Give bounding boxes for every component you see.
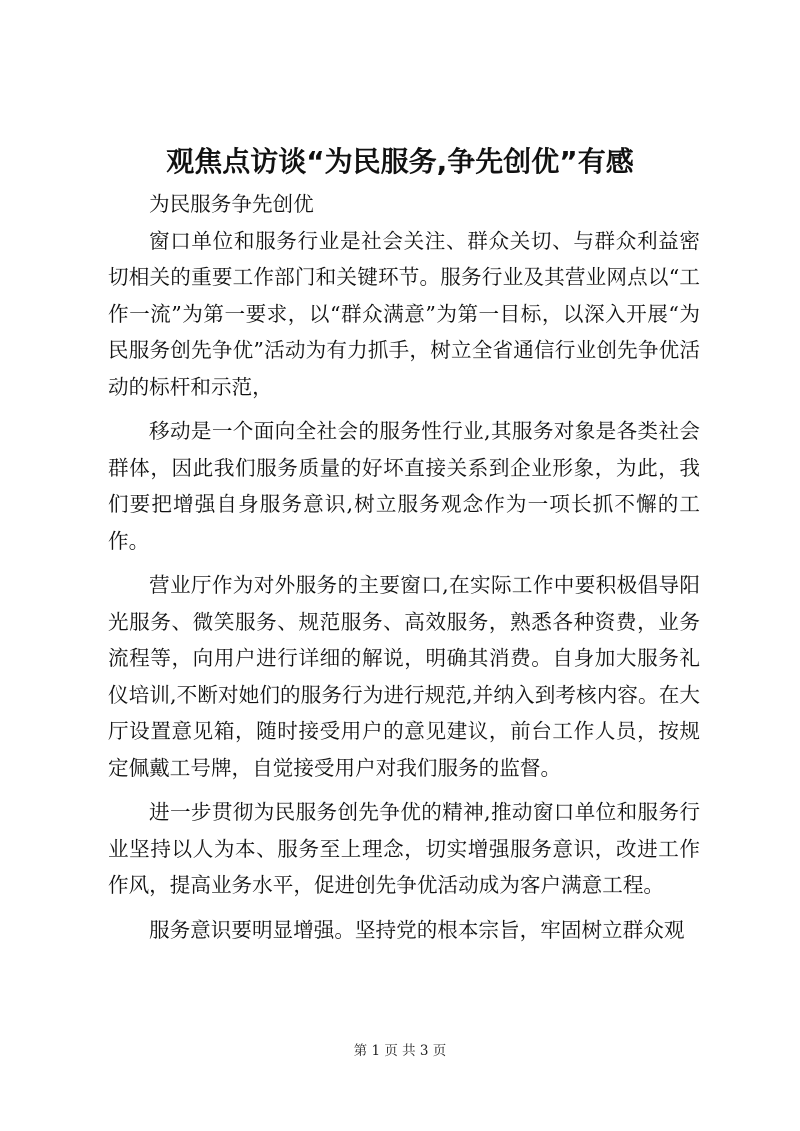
paragraph-2: 移动是一个面向全社会的服务性行业,其服务对象是各类社会群体，因此我们服务质量的好坏直接关系到企业形象，为此，我们要把增强自身服务意识,树立服务观念作为一项长抓不懈的工作。 — [108, 419, 700, 553]
paragraph-5: 服务意识要明显增强。坚持党的根本宗旨，牢固树立群众观 — [149, 917, 685, 942]
document-title: 观焦点访谈“为民服务,争先创优”有感 — [166, 145, 634, 178]
paragraph-1: 窗口单位和服务行业是社会关注、群众关切、与群众利益密切相关的重要工作部门和关键环节。服务行业及其营业网点以“工作一流”为第一要求，以“群众满意”为第一目标，以深入开展“为民服务创先争优”活动为有力抓手，树立全省通信行业创先争优活动的标杆和示范， — [108, 228, 700, 399]
document-body — [108, 186, 700, 948]
document-subtitle: 为民服务争先创优 — [149, 192, 314, 216]
paragraph-4: 进一步贯彻为民服务创先争优的精神,推动窗口单位和服务行业坚持以人为本、服务至上理念，切实增强服务意识，改进工作作风，提高业务水平，促进创先争优活动成为客户满意工程。 — [108, 800, 700, 897]
paragraph-3: 营业厅作为对外服务的主要窗口,在实际工作中要积极倡导阳光服务、微笑服务、规范服务、高效服务，熟悉各种资费，业务流程等，向用户进行详细的解说，明确其消费。自身加大服务礼仪培训,不断对她们的服务行为进行规范,并纳入到考核内容。在大厅设置意见箱，随时接受用户的意见建议，前台工作人员，按规定佩戴工号牌，自觉接受用户对我们服务的监督。 — [108, 573, 700, 780]
page-footer: 第 1 页 共 3 页 — [353, 1043, 447, 1059]
